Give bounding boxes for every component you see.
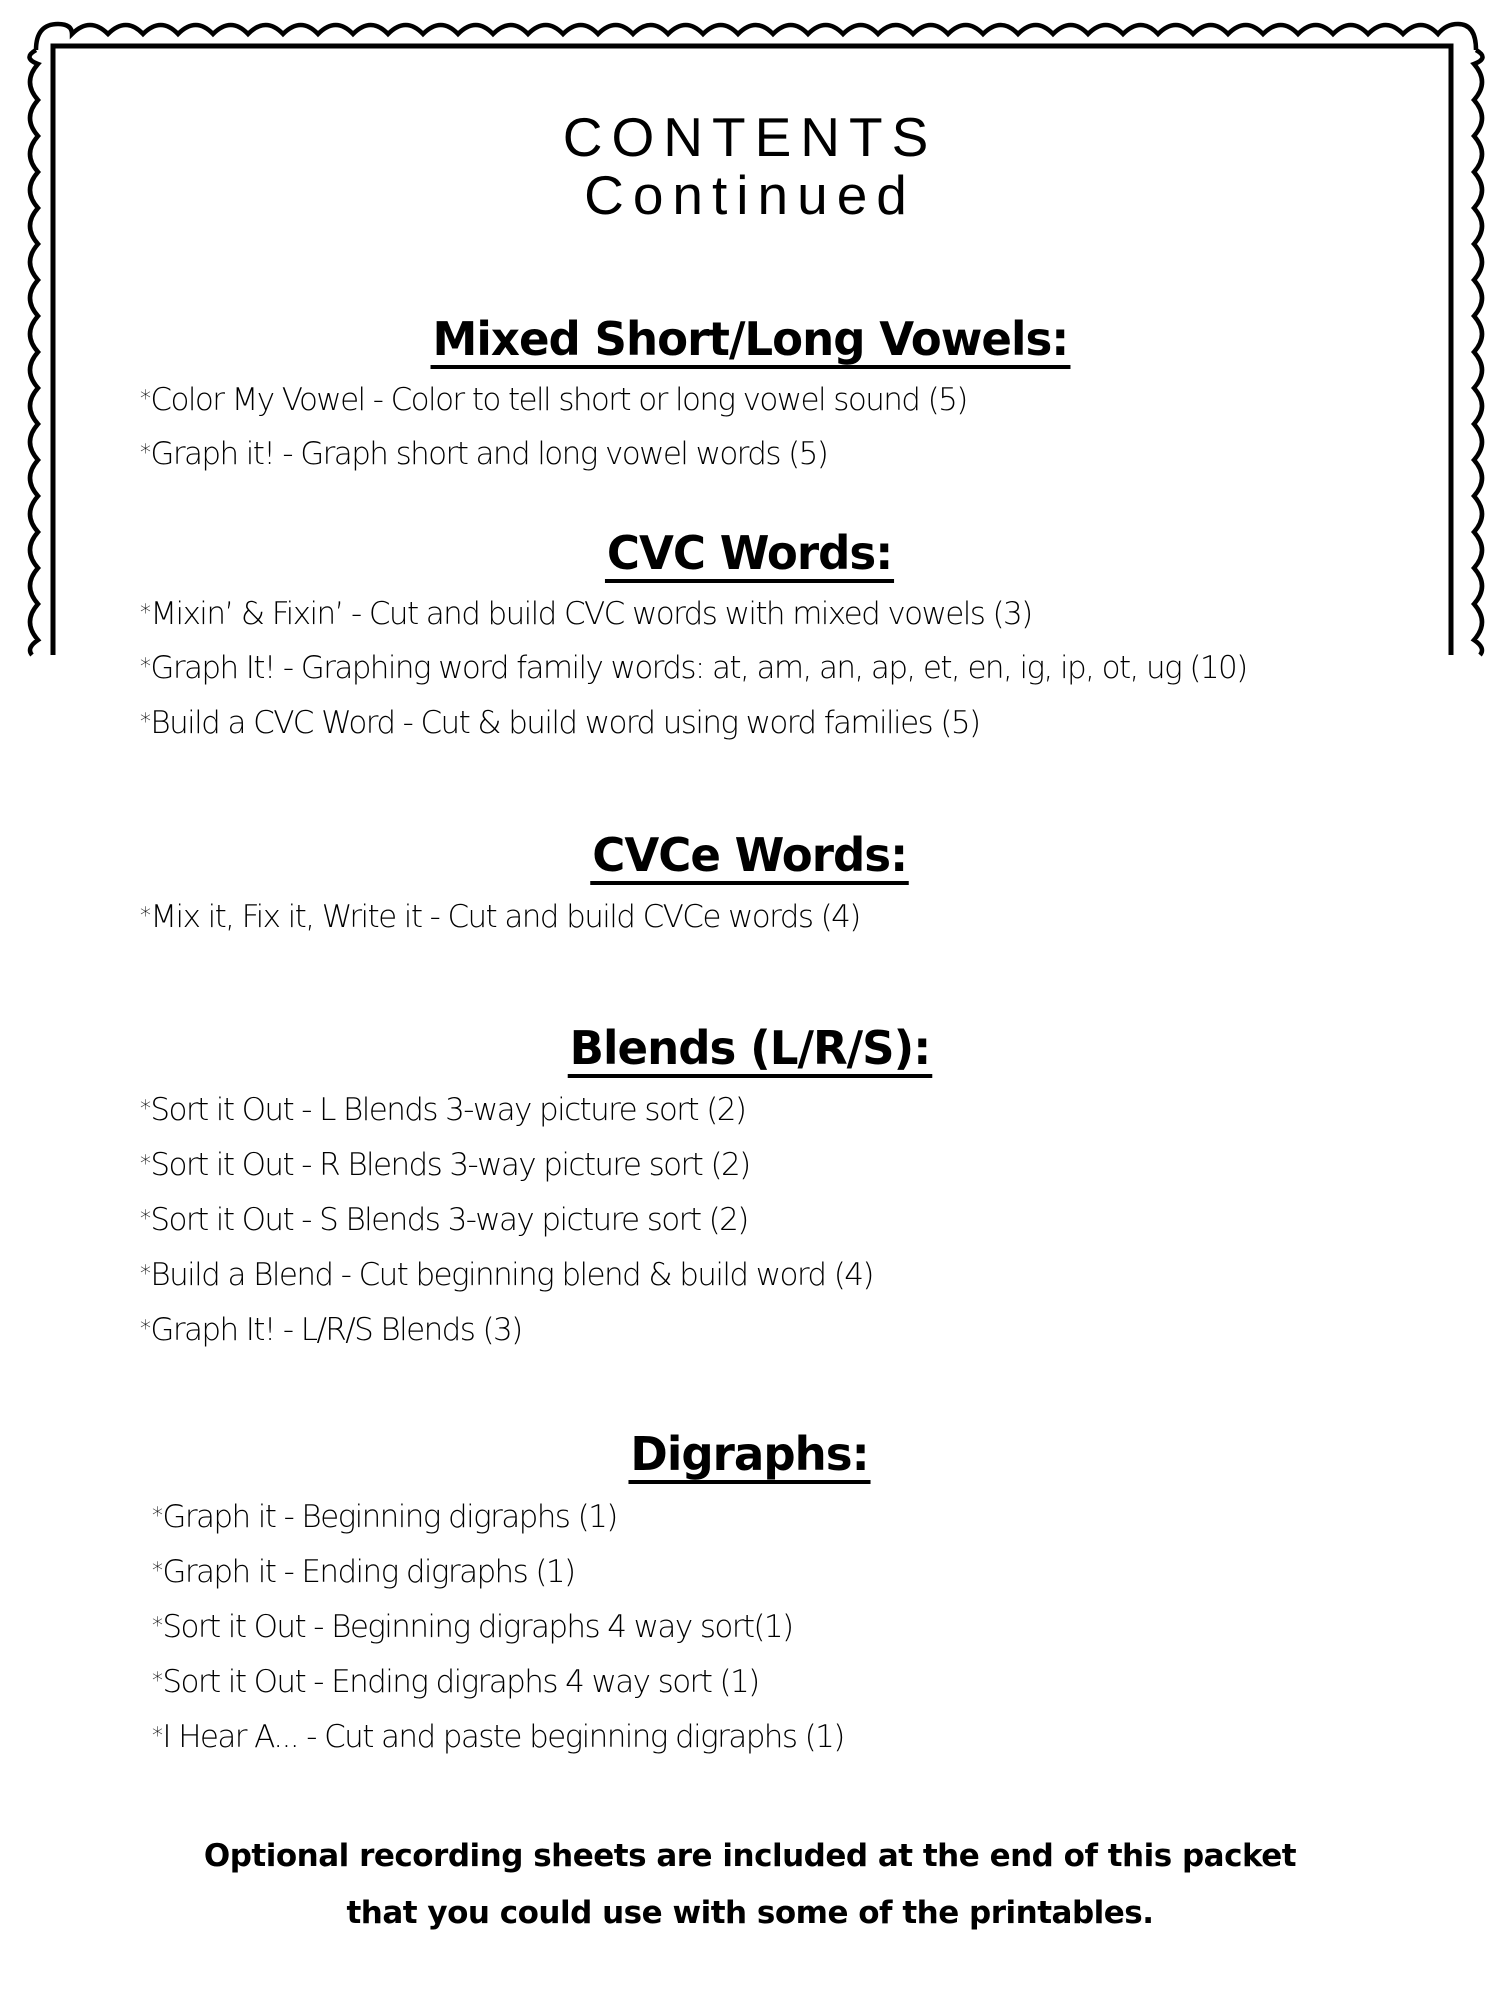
list-item: *Graph it - Beginning digraphs (1) bbox=[152, 1499, 617, 1535]
asterisk-bullet-icon: * bbox=[140, 655, 150, 680]
list-item: *Build a CVC Word - Cut & build word using word families (5) bbox=[140, 705, 980, 741]
asterisk-bullet-icon: * bbox=[140, 710, 150, 735]
footer-note-line-1: Optional recording sheets are included at the end of this packet bbox=[203, 1838, 1297, 1874]
asterisk-bullet-icon: * bbox=[140, 1097, 150, 1122]
asterisk-bullet-icon: * bbox=[152, 1669, 162, 1694]
list-item: *Sort it Out - Beginning digraphs 4 way sort(1) bbox=[152, 1609, 793, 1645]
list-item: *Graph It! - Graphing word family words: at, am, an, ap, et, en, ig, ip, ot, ug (10) bbox=[140, 650, 1247, 686]
asterisk-bullet-icon: * bbox=[140, 1207, 150, 1232]
asterisk-bullet-icon: * bbox=[140, 904, 150, 929]
list-item: *Sort it Out - Ending digraphs 4 way sort (1) bbox=[152, 1664, 759, 1700]
asterisk-bullet-icon: * bbox=[152, 1504, 162, 1529]
list-item: *Sort it Out - R Blends 3-way picture sort (2) bbox=[140, 1147, 750, 1183]
list-item: *Sort it Out - S Blends 3-way picture sort (2) bbox=[140, 1202, 748, 1238]
section-heading-cvce-words: CVCe Words: bbox=[0, 829, 1500, 885]
asterisk-bullet-icon: * bbox=[152, 1724, 162, 1749]
asterisk-bullet-icon: * bbox=[152, 1559, 162, 1584]
top-scallop-edge bbox=[36, 24, 1476, 50]
list-item: *Sort it Out - L Blends 3-way picture sort (2) bbox=[140, 1092, 746, 1128]
asterisk-bullet-icon: * bbox=[140, 1152, 150, 1177]
list-item: *Mix it, Fix it, Write it - Cut and build CVCe words (4) bbox=[140, 899, 860, 935]
list-item: *Graph It! - L/R/S Blends (3) bbox=[140, 1312, 522, 1348]
section-heading-mixed-vowels: Mixed Short/Long Vowels: bbox=[0, 313, 1500, 369]
section-heading-cvc-words: CVC Words: bbox=[0, 527, 1500, 583]
asterisk-bullet-icon: * bbox=[140, 441, 150, 466]
list-item: *Graph it! - Graph short and long vowel words (5) bbox=[140, 436, 828, 472]
page-title: CONTENTS bbox=[562, 106, 938, 168]
section-heading-blends: Blends (L/R/S): bbox=[0, 1022, 1500, 1078]
list-item: *Mixin’ & Fixin’ - Cut and build CVC words with mixed vowels (3) bbox=[140, 596, 1032, 632]
list-item: *Color My Vowel - Color to tell short or long vowel sound (5) bbox=[140, 382, 967, 418]
list-item: *Build a Blend - Cut beginning blend & build word (4) bbox=[140, 1257, 873, 1293]
asterisk-bullet-icon: * bbox=[152, 1614, 162, 1639]
asterisk-bullet-icon: * bbox=[140, 387, 150, 412]
section-heading-digraphs: Digraphs: bbox=[0, 1428, 1500, 1484]
footer-note-line-2: that you could use with some of the printables. bbox=[346, 1895, 1154, 1931]
asterisk-bullet-icon: * bbox=[140, 1317, 150, 1342]
asterisk-bullet-icon: * bbox=[140, 1262, 150, 1287]
list-item: *I Hear A... - Cut and paste beginning digraphs (1) bbox=[152, 1719, 844, 1755]
asterisk-bullet-icon: * bbox=[140, 601, 150, 626]
page-subtitle: Continued bbox=[584, 164, 916, 226]
list-item: *Graph it - Ending digraphs (1) bbox=[152, 1554, 575, 1590]
